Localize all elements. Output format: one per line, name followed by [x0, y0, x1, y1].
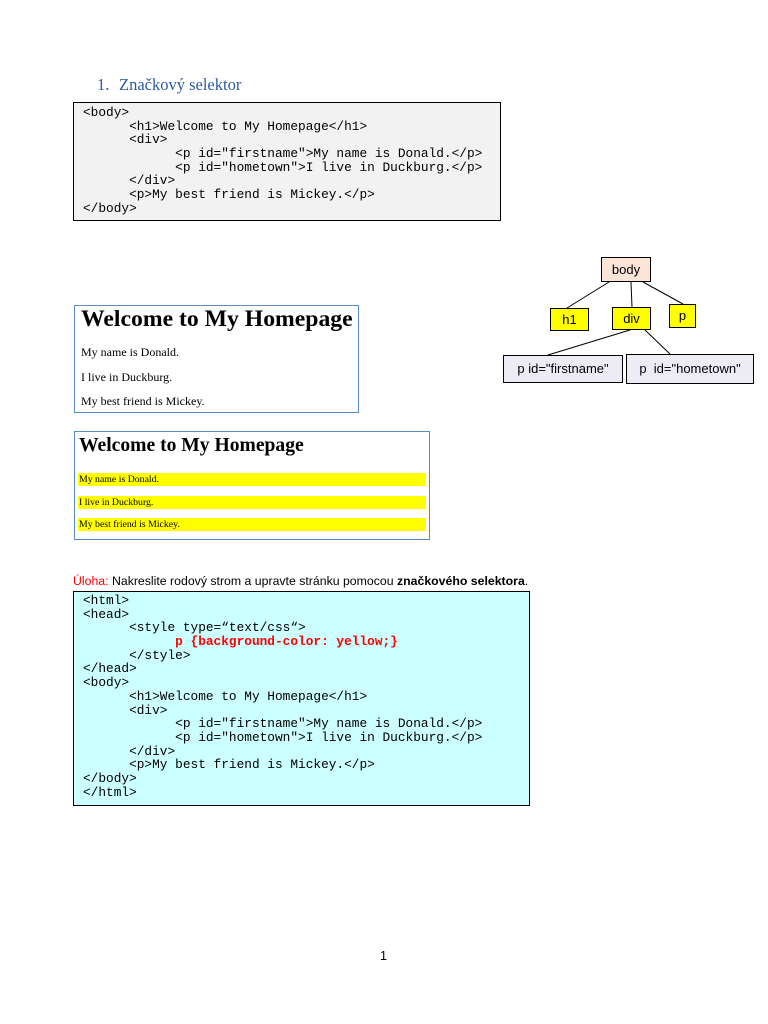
- tree-edge-div-hometown: [645, 330, 670, 354]
- tree-edge-div-firstname: [548, 330, 630, 355]
- code-line: <p>My best friend is Mickey.</p>: [83, 757, 375, 773]
- section-heading: [97, 76, 241, 94]
- code-line: <p id="firstname">My name is Donald.</p>: [83, 716, 483, 732]
- code-line: </head>: [83, 661, 137, 677]
- task-text: Nakreslite rodový strom a upravte stránku pomocou: [111, 574, 394, 588]
- page-number: 1: [380, 949, 387, 963]
- code-line: </html>: [83, 784, 137, 800]
- code-line: </style>: [83, 647, 191, 663]
- tree-node-p: p: [669, 304, 696, 328]
- rendered-preview-default: [74, 305, 359, 413]
- code-line: </div>: [83, 743, 176, 759]
- code-line: <div>: [83, 702, 168, 718]
- code-line: <h1>Welcome to My Homepage</h1>: [83, 118, 368, 134]
- preview-paragraph: My name is Donald.: [81, 345, 179, 359]
- tree-node-body: body: [601, 257, 651, 282]
- preview-paragraph: My best friend is Mickey.: [81, 394, 205, 408]
- code-line: <p id="firstname">My name is Donald.</p>: [83, 146, 483, 162]
- code-line: <body>: [83, 675, 130, 691]
- tree-node-firstname: p id="firstname": [503, 355, 623, 383]
- code-line: </div>: [83, 173, 176, 189]
- preview-highlighted-paragraph: My best friend is Mickey.: [78, 518, 426, 531]
- task-label: Úloha:: [73, 574, 109, 588]
- task-end: .: [524, 574, 529, 588]
- preview-heading: Welcome to My Homepage: [81, 306, 353, 332]
- rendered-preview-styled: [74, 431, 430, 540]
- code-line: <h1>Welcome to My Homepage</h1>: [83, 688, 368, 704]
- code-line: <p id="hometown">I live in Duckburg.</p>: [83, 729, 483, 745]
- code-line: </body>: [83, 770, 137, 786]
- tree-edge-body-h1: [567, 282, 609, 308]
- tree-edge-body-p: [643, 282, 683, 304]
- code-line: <style type=“text/css“>: [83, 620, 306, 636]
- tree-edge-body-div: [631, 282, 632, 307]
- task-code-block: [73, 591, 530, 806]
- tree-node-h1: h1: [550, 308, 589, 331]
- code-line: <div>: [83, 132, 168, 148]
- preview-highlighted-paragraph: My name is Donald.: [78, 473, 426, 486]
- preview-heading: Welcome to My Homepage: [79, 435, 304, 456]
- code-line: <body>: [83, 105, 130, 120]
- example-code-block: [73, 102, 501, 221]
- section-number: 1.: [97, 75, 110, 94]
- section-title: Značkový selektor: [119, 75, 242, 94]
- task-emphasis: značkového selektora: [396, 574, 525, 588]
- code-line: <p id="hometown">I live in Duckburg.</p>: [83, 159, 483, 175]
- code-line: <p>My best friend is Mickey.</p>: [83, 187, 375, 203]
- task-instruction: [73, 573, 528, 589]
- tree-node-hometown: p id="hometown": [626, 354, 754, 384]
- tree-node-div: div: [612, 307, 651, 330]
- code-line: <head>: [83, 606, 130, 622]
- css-rule-line: p {background-color: yellow;}: [83, 634, 398, 650]
- preview-paragraph: I live in Duckburg.: [81, 370, 173, 384]
- code-line: </body>: [83, 200, 137, 216]
- code-line: <html>: [83, 593, 130, 608]
- preview-highlighted-paragraph: I live in Duckburg.: [78, 496, 426, 509]
